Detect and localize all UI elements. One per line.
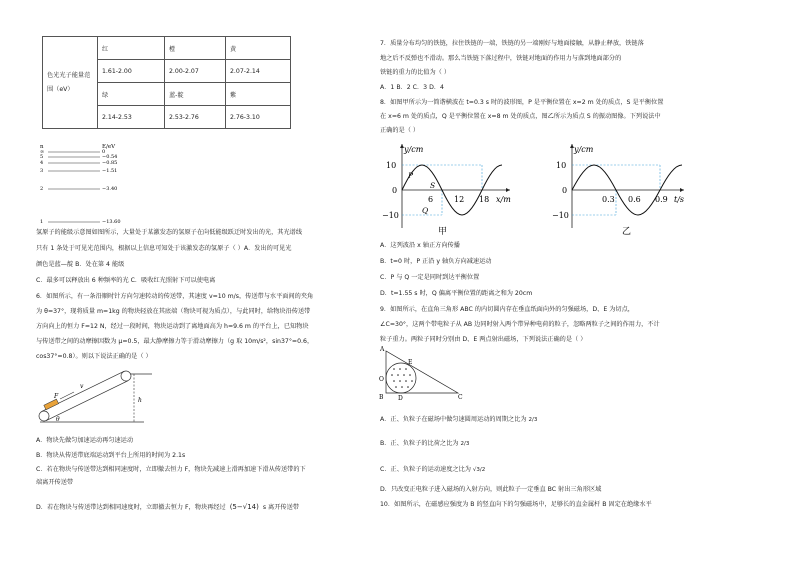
level-e: −1.51 xyxy=(102,168,118,174)
level-5 xyxy=(40,219,121,225)
level-e: −13.60 xyxy=(102,219,121,225)
spectrum-table xyxy=(42,36,291,129)
q6-line1: 6．如图所示，有一条沿顺时针方向匀速转动的传送带，其速度 v=10 m/s，传送带与水平面间的夹角 xyxy=(36,293,314,300)
cell: 橙 xyxy=(165,37,226,60)
jia-xtick: 18 xyxy=(479,195,490,204)
jia-point-p: P xyxy=(408,171,414,180)
level-3 xyxy=(40,168,117,174)
q9-option-a-fraction: 2/3 xyxy=(528,417,538,423)
vertex-b: B xyxy=(379,394,384,401)
cell: 2.76-3.10 xyxy=(226,106,291,129)
cell: 2.53-2.76 xyxy=(165,106,226,129)
q5-line2: 只有 1 条处于可见光范围内，根据以上信息可知处于该激发态的氢原子（ ）A．发出的可见光 xyxy=(36,245,292,252)
yi-xtick: 0.3 xyxy=(602,195,615,204)
q6-line3: 方向向上的恒力 F=12 N，经过一段时间，物块运动到了离地面高为 h=9.6 m 的平台上，已知物块 xyxy=(36,323,309,330)
q9-option-a-text: A．正、负粒子在磁场中做匀速圆周运动的周期之比为 xyxy=(380,416,527,423)
q6-line2: 为 θ=37°，现将质量 m=1kg 的物块轻放在其底端（物块可视为质点），与此同时，给物块沿传送带 xyxy=(36,308,311,315)
left-column xyxy=(0,0,390,562)
q9-line3: 粒子重力。两粒子同时分别由 D、E 两点射出磁场，下列说法正确的是（ ） xyxy=(380,336,587,343)
conveyor-belt-figure xyxy=(34,364,154,430)
angle-label: θ xyxy=(56,416,60,423)
velocity-label: v xyxy=(80,383,84,390)
jia-ytick: 10 xyxy=(386,161,397,170)
q6-option-d xyxy=(36,503,299,512)
q8-option-d: D．t=1.55 s 时，Q 偏离平衡位置的距离之和为 20cm xyxy=(380,290,533,297)
level-n: ∞ xyxy=(40,149,45,155)
jia-xtick: 12 xyxy=(454,195,465,204)
level-n: 4 xyxy=(40,160,44,166)
q8-option-c: C．P 与 Q 一定是同时到达平衡位置 xyxy=(380,274,480,281)
vertex-c: C xyxy=(458,394,463,401)
n-axis-label: n xyxy=(40,144,44,150)
e-axis-label: E/eV xyxy=(102,144,116,150)
q5-line3: 颜色是蓝—靛 B．处在第 4 能级 xyxy=(36,261,125,268)
q9-option-b-text: B．正、负粒子的比荷之比为 xyxy=(380,440,459,447)
jia-xtick: 6 xyxy=(428,195,434,204)
level-2 xyxy=(40,160,117,166)
level-n: 2 xyxy=(40,186,44,192)
cell: 蓝-靛 xyxy=(165,83,226,106)
yi-ytick: 0 xyxy=(562,186,568,195)
q9-option-c-text: C．正、负粒子的运动速度之比为 xyxy=(380,466,471,473)
q9-line1: 9．如图所示，在直角三角形 ABC 的内切圆内存在垂直纸面向外的匀强磁场，D、E 为切点， xyxy=(380,306,634,313)
q10-line1: 10．如图所示，在磁感应强度为 B 的竖直向下的匀强磁场中，足够长的直金属杆 B 固定在绝缘水平 xyxy=(380,501,652,508)
q5-line4: C．最多可以释放出 6 种频率的光 C．吸收红光照射下可以使电离 xyxy=(36,277,216,284)
level-4 xyxy=(40,186,117,192)
q6-option-c-line2: 端离开传送带 xyxy=(36,479,74,486)
q6-option-d-end: s 离开传送带 xyxy=(262,504,299,511)
level-e: −0.85 xyxy=(102,160,118,166)
q6-option-d-text: D．若在物块与传送带达到相同速度时，立即撤去恒力 F，物块再经过 xyxy=(36,504,226,511)
level-e: −3.40 xyxy=(102,186,118,192)
right-column xyxy=(379,0,794,562)
level-n: 1 xyxy=(40,219,44,225)
q7-line3: 铁链的重力的比值为（ ） xyxy=(380,69,451,76)
q8-option-b: B．t=0 时，P 正沿 y 轴负方向减速运动 xyxy=(380,258,492,265)
q8-line2: 在 x=6 m 处的质点，Q 是平衡位置在 x=8 m 处的质点，图乙所示为质点 S 的振动图像。下列说法中 xyxy=(380,113,661,120)
cell: 2.07-2.14 xyxy=(226,60,291,83)
level-n: 3 xyxy=(40,168,44,174)
point-e: E xyxy=(408,359,413,366)
q8-line1: 8．如图甲所示为一简谐横波在 t=0.3 s 时的波形图，P 是平衡位置在 x=2 m 处的质点，S 是平衡位置 xyxy=(380,99,664,106)
q9-option-b-fraction: 2/3 xyxy=(460,441,470,447)
force-label: F xyxy=(54,393,59,400)
yi-ylabel: y/cm xyxy=(574,145,594,154)
q6-option-a: A．物块先做匀加速运动再匀速运动 xyxy=(36,437,134,444)
q9-option-a xyxy=(380,416,537,424)
q9-line2: ∠C=30°，这两个带电粒子从 AB 边同时射入两个带异种电荷的粒子，忽略两粒子之间的作用力，不计 xyxy=(380,321,660,328)
cell: 紫 xyxy=(226,83,291,106)
yi-xlabel: t/s xyxy=(674,195,685,204)
q8-option-a: A．这列波沿 x 轴正方向传播 xyxy=(380,242,460,249)
wave-graph-yi xyxy=(542,138,692,236)
jia-ylabel: y/cm xyxy=(404,145,424,154)
jia-ytick: −10 xyxy=(382,211,399,220)
yi-xtick: 0.6 xyxy=(628,195,641,204)
q9-option-c xyxy=(380,466,485,474)
q6-option-c-line1: C．若在物块与传送带达到相同速度时，立即撤去恒力 F，物块先减速上滑再加速下滑从传送带的下 xyxy=(36,466,306,473)
level-e: 0 xyxy=(102,149,106,155)
q9-option-d: D．只改变正电粒子进入磁场的入射方向，则此粒子一定垂直 BC 射出三角形区域 xyxy=(380,486,602,493)
q6-option-b: B．物块从传送带底端运动到平台上所用的时间为 2.1s xyxy=(36,452,186,459)
q8-line3: 正确的是（ ） xyxy=(380,127,420,134)
q7-line2: 地之后不反弹也不滑动。那么当铁链下落过程中，铁链对地面的作用力与落到地面部分的 xyxy=(380,55,622,62)
cell: 2.00-2.07 xyxy=(165,60,226,83)
q5-line1: 氢原子的能级示意图如图所示，大量处于某激发态的氢原子在向低能级跃迁时发出的光，其光谱线 xyxy=(36,229,303,236)
level-n: 5 xyxy=(40,154,44,160)
cell: 绿 xyxy=(98,83,165,106)
cell: 黄 xyxy=(226,37,291,60)
q7-line1: 7．质量分布均匀的铁链，拉住铁链的一端，铁链的另一端刚好与地面接触，从静止释放，铁链落 xyxy=(380,40,644,47)
level-0 xyxy=(40,149,105,155)
q6-line4: 与传送带之间的动摩擦因数为 μ=0.5，最大静摩擦力等于滑动摩擦力（g 取 10m/s²，sin37°=0.6， xyxy=(36,338,314,345)
q9-option-c-fraction: √3/2 xyxy=(472,467,486,473)
jia-caption: 甲 xyxy=(438,227,448,236)
cell: 1.61-2.00 xyxy=(98,60,165,83)
cell: 红 xyxy=(98,37,165,60)
jia-ytick: 0 xyxy=(392,186,398,195)
energy-level-diagram xyxy=(38,142,148,226)
yi-ytick: −10 xyxy=(552,211,569,220)
point-d: D xyxy=(398,395,403,401)
triangle-incircle-figure xyxy=(378,345,468,401)
jia-point-q: Q xyxy=(422,206,429,215)
yi-caption: 乙 xyxy=(622,227,632,236)
height-label: h xyxy=(138,397,142,404)
spectrum-row-label: 色光光子能量范围（eV） xyxy=(43,37,98,129)
jia-point-s: S xyxy=(430,181,436,190)
level-e: −0.54 xyxy=(102,154,118,160)
jia-xlabel: x/m xyxy=(496,195,511,204)
q7-options: A．1 B．2 C．3 D．4 xyxy=(380,84,444,91)
yi-ytick: 10 xyxy=(556,161,567,170)
point-o: O xyxy=(379,376,384,383)
yi-xtick: 0.9 xyxy=(655,195,668,204)
q9-option-b xyxy=(380,440,469,448)
q6-option-d-formula: (5−√14) xyxy=(229,503,259,511)
cell: 2.14-2.53 xyxy=(98,106,165,129)
vertex-a: A xyxy=(380,346,385,353)
wave-graph-jia xyxy=(382,138,522,236)
q6-line5: cos37°=0.8）。则以下说法正确的是（ ） xyxy=(36,353,152,360)
